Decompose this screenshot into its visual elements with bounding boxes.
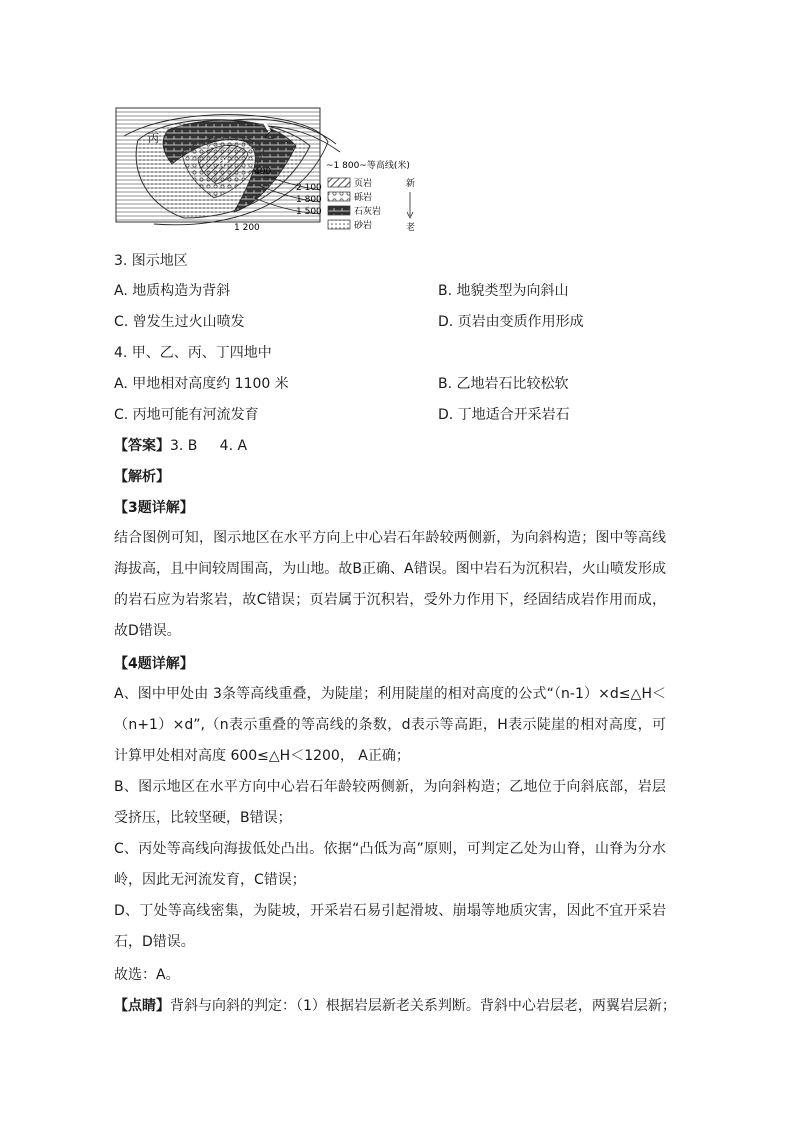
q3-option-d: D. 页岩由变质作用形成 [438, 314, 584, 330]
q4-option-c: C. 丙地可能有河流发育 [114, 407, 259, 423]
q4-detail-para-d: D、丁处等高线密集，为陡坡，开采岩石易引起滑坡、崩塌等地质灾害，因此不宜开采岩石，D错误。 [114, 903, 666, 950]
legend-sandstone: 砂岩 [354, 221, 373, 231]
legend-conglomerate: 砾岩 [354, 193, 373, 203]
contour-label-2100: 2 100 [296, 183, 322, 193]
answer-line [114, 436, 247, 456]
q4-detail-para-a: A、图中甲处由 3条等高线重叠，为陡崖；利用陡崖的相对高度的公式“（n-1）×d≤△H＜（n+1）×d”,（n表示重叠的等高线的条数，d表示等高距，H表示陡崖的相对高度，可计算甲处相对高度 600≤△H＜1200， A正确； [114, 686, 666, 764]
answer-label: 【答案】 [114, 438, 170, 454]
legend-shale: 页岩 [354, 179, 373, 189]
q4-option-d: D. 丁地适合开采岩石 [438, 407, 570, 423]
contour-label-1800: 1 800 [296, 195, 322, 205]
label-yi: 乙 [264, 128, 275, 141]
q3-detail-heading: 【3题详解】 [114, 500, 194, 516]
legend-limestone: 石灰岩 [354, 207, 382, 217]
contour-label-400: 400 [254, 167, 272, 177]
q3-detail-body: 结合图例可知，图示地区在水平方向上中心岩石年龄较两侧新，为向斜构造；图中等高线海拔高，且中间较周围高，为山地。故B正确、A错误。图中岩石为沉积岩，火山喷发形成的岩石应为岩浆岩，故C错误；页岩属于沉积岩，受外力作用下，经固结成岩作用而成，故D错误。 [114, 530, 666, 639]
question-3-stem: 3. 图示地区 [114, 253, 188, 269]
tip-line [114, 996, 676, 1016]
legend-new: 新 [406, 179, 416, 189]
q4-detail-heading: 【4题详解】 [114, 656, 194, 672]
legend-title: ~1 800~等高线(米) [326, 161, 410, 171]
label-jia: 甲 [218, 156, 229, 169]
q4-detail-para-b: B、图示地区在水平方向中心岩石年龄较两侧新，为向斜构造；乙地位于向斜底部，岩层受挤压，比较坚硬，B错误； [114, 779, 666, 826]
contour-label-1200: 1 200 [234, 223, 260, 233]
answer-text: 3. B 4. A [170, 438, 248, 454]
q4-detail-para-c: C、丙处等高线向海拔低处凸出。依据“凸低为高”原则，可判定乙处为山脊，山脊为分水岭，因此无河流发育，C错误； [114, 841, 666, 888]
geologic-map-figure [114, 106, 444, 236]
q4-option-b: B. 乙地岩石比较松软 [438, 376, 569, 392]
q4-option-a: A. 甲地相对高度约 1100 米 [114, 376, 289, 392]
label-bing: 丙 [148, 132, 159, 145]
analysis-label: 【解析】 [114, 469, 170, 485]
tip-label: 【点睛】 [114, 998, 170, 1014]
q3-option-a: A. 地质构造为背斜 [114, 283, 231, 299]
question-4-stem: 4. 甲、乙、丙、丁四地中 [114, 345, 272, 361]
legend-old: 老 [406, 223, 416, 233]
contour-label-1500: 1 500 [296, 207, 322, 217]
tip-text: 背斜与向斜的判定：（1）根据岩层新老关系判断。背斜中心岩层老，两翼岩层新； [170, 998, 676, 1014]
q4-conclusion: 故选：A。 [114, 967, 180, 983]
q3-option-c: C. 曾发生过火山喷发 [114, 314, 245, 330]
q3-option-b: B. 地貌类型为向斜山 [438, 283, 569, 299]
